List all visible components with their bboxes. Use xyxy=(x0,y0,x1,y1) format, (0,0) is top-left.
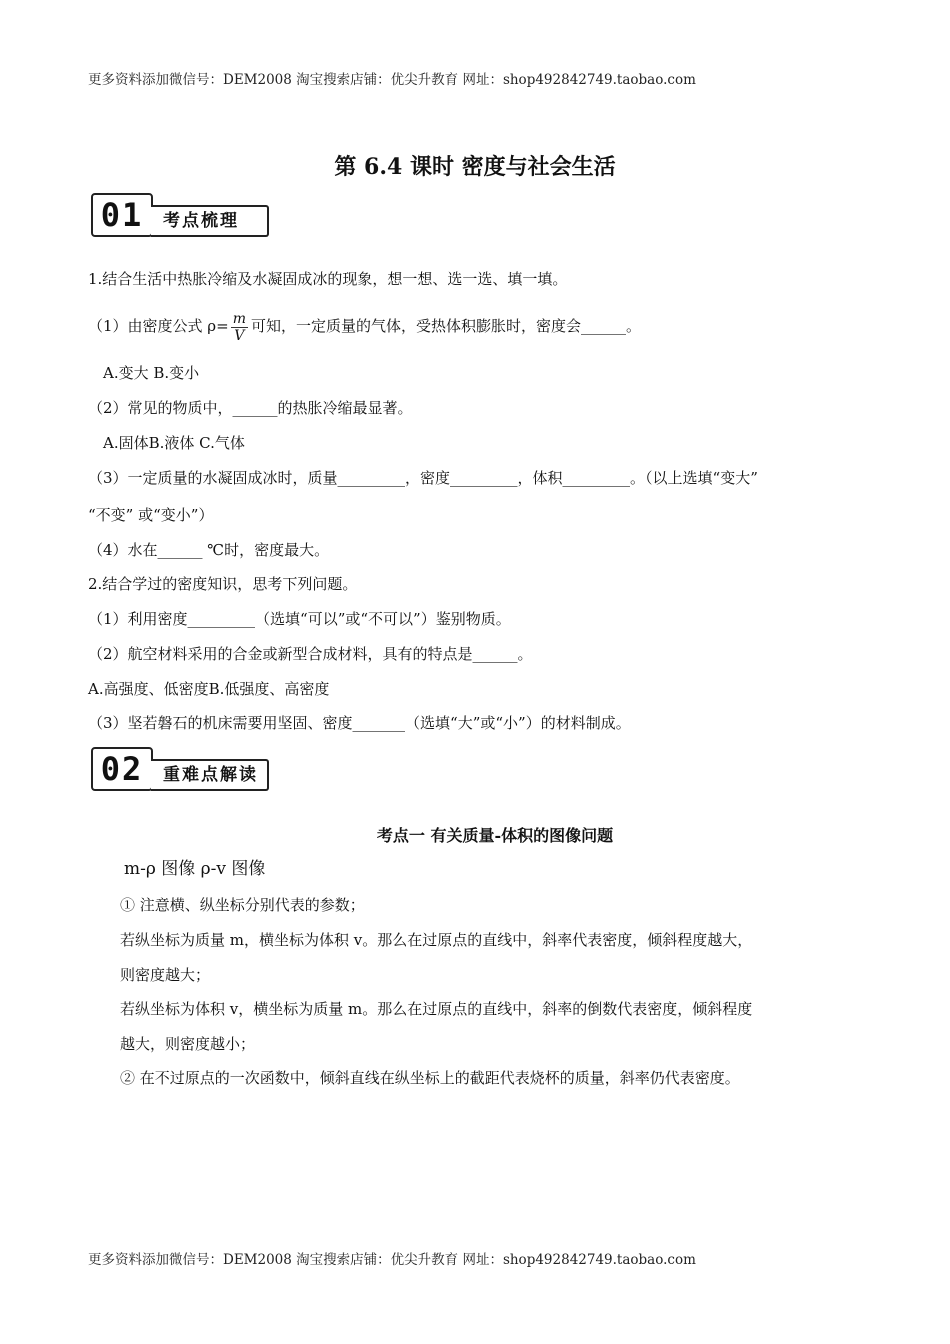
q1-sub3: （3）一定质量的水凝固成冰时，质量_________，密度_________，体积_________。（以上选填“变大” xyxy=(88,469,758,487)
density-fraction xyxy=(231,311,248,344)
q2-sub2: （2）航空材料采用的合金或新型合成材料，具有的特点是______。 xyxy=(88,645,533,663)
page-header: 更多资料添加微信号：DEM2008 淘宝搜索店铺：优尖升教育 网址：shop492842749.taobao.com xyxy=(88,72,696,88)
q1-sub1-pre: （1）由密度公式 ρ= xyxy=(88,317,229,335)
kp-line-2: 若纵坐标为质量 m，横坐标为体积 v。那么在过原点的直线中，斜率代表密度，倾斜程度越大， xyxy=(120,931,753,949)
q1-sub1-post: 可知，一定质量的气体，受热体积膨胀时，密度会______。 xyxy=(250,317,641,335)
kp-line-1: ① 注意横、纵坐标分别代表的参数； xyxy=(120,896,365,914)
section-label: 考点梳理 xyxy=(151,205,269,237)
q1-sub1 xyxy=(88,306,641,346)
kp-line-6: ② 在不过原点的一次函数中，倾斜直线在纵坐标上的截距代表烧杯的质量，斜率仍代表密度。 xyxy=(120,1069,740,1087)
q1-sub2: （2）常见的物质中，______的热胀冷缩最显著。 xyxy=(88,399,413,417)
q1-sub4: （4）水在______ ℃时，密度最大。 xyxy=(88,541,330,559)
section-badge-2 xyxy=(91,747,271,789)
q2-sub3: （3）坚若磐石的机床需要用坚固、密度_______（选填“大”或“小”）的材料制成。 xyxy=(88,714,631,732)
page-title: 第 6.4 课时 密度与社会生活 xyxy=(334,154,616,180)
graph-types: m-ρ 图像 ρ-v 图像 xyxy=(124,859,266,879)
kp-line-4: 若纵坐标为体积 v，横坐标为质量 m。那么在过原点的直线中，斜率的倒数代表密度，倾斜程度 xyxy=(120,1000,753,1018)
section-number: 02 xyxy=(91,747,153,791)
q1-intro: 1.结合生活中热胀冷缩及水凝固成冰的现象，想一想、选一选、填一填。 xyxy=(88,270,568,288)
q2-intro: 2.结合学过的密度知识，思考下列问题。 xyxy=(88,575,358,593)
q1-sub3-cont: “不变” 或“变小”） xyxy=(88,506,214,524)
key-point-title: 考点一 有关质量-体积的图像问题 xyxy=(376,826,614,845)
fraction-denominator: V xyxy=(234,327,245,344)
section-badge-1 xyxy=(91,193,271,235)
section-number: 01 xyxy=(91,193,153,237)
page-footer: 更多资料添加微信号：DEM2008 淘宝搜索店铺：优尖升教育 网址：shop492842749.taobao.com xyxy=(88,1252,696,1268)
q1-sub2-options: A.固体B.液体 C.气体 xyxy=(103,434,245,452)
kp-line-3: 则密度越大； xyxy=(120,966,211,984)
q2-sub2-options: A.高强度、低密度B.低强度、高密度 xyxy=(88,680,330,698)
section-label: 重难点解读 xyxy=(151,759,269,791)
q2-sub1: （1）利用密度_________（选填“可以”或“不可以”）鉴别物质。 xyxy=(88,610,511,628)
q1-sub1-options: A.变大 B.变小 xyxy=(103,364,200,382)
fraction-numerator: m xyxy=(232,310,246,327)
kp-line-5: 越大，则密度越小； xyxy=(120,1035,256,1053)
